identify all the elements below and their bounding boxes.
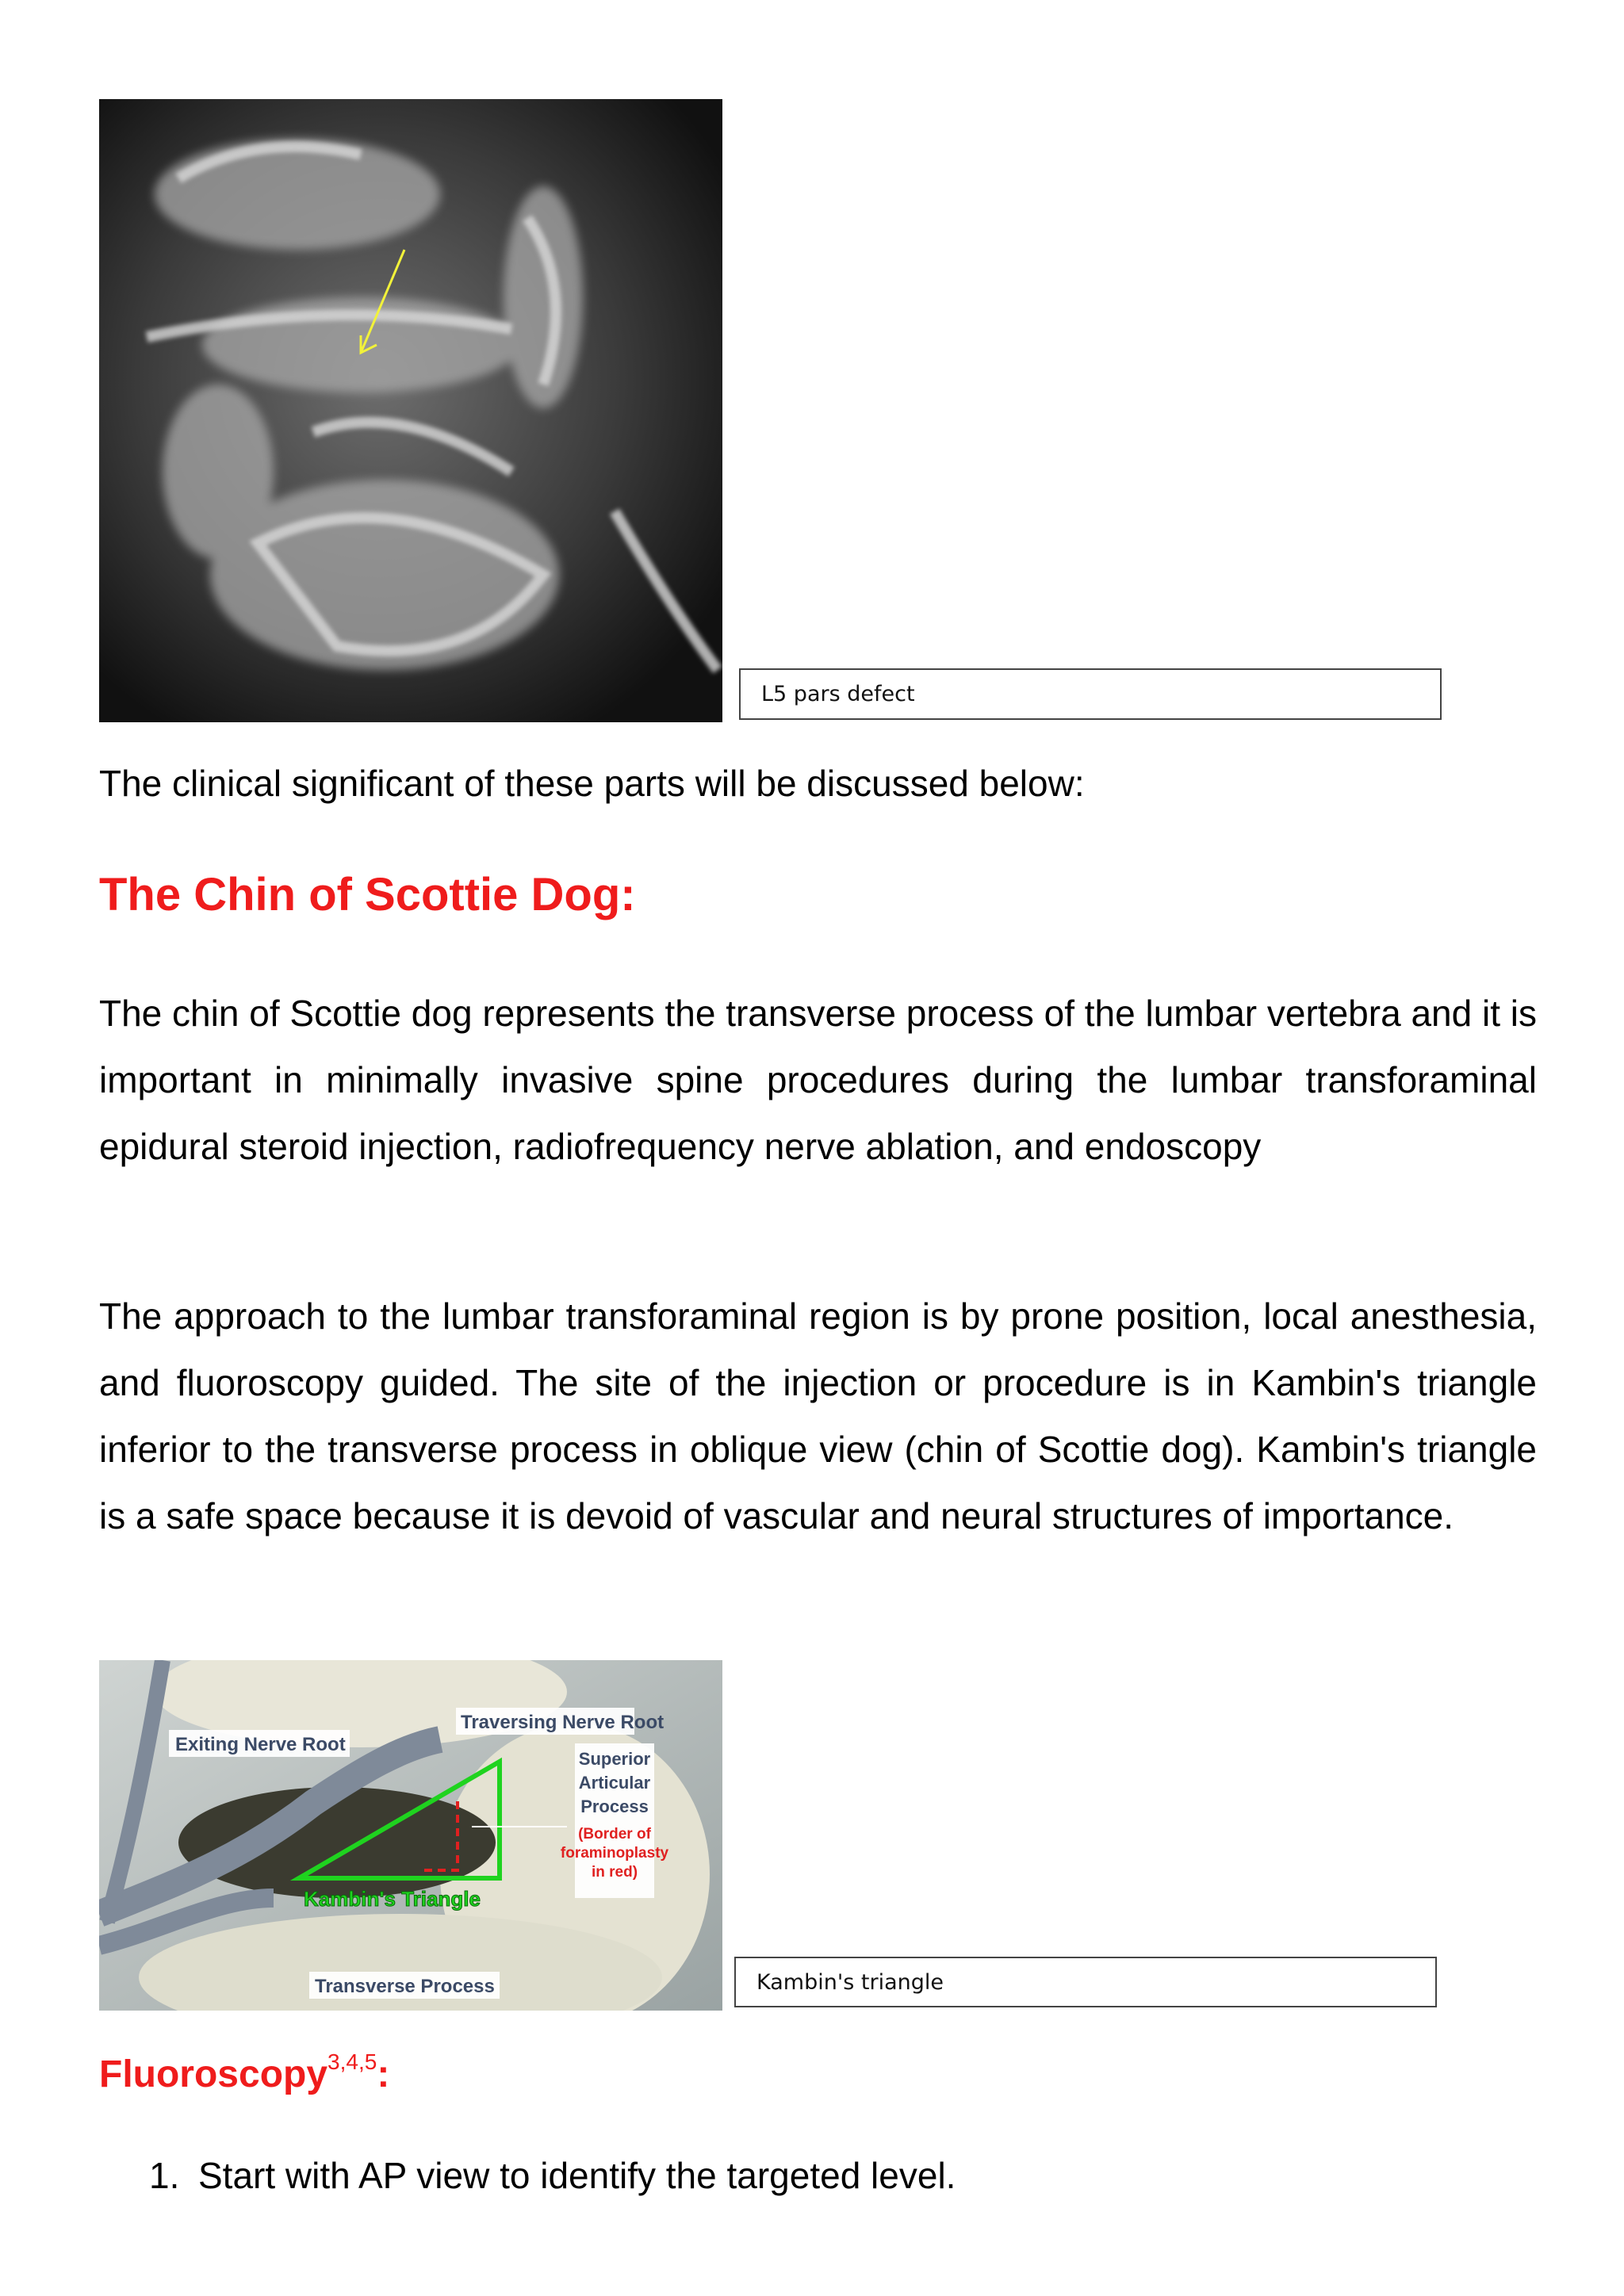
traversing-nerve-root-label: Traversing Nerve Root (461, 1712, 665, 1733)
kambins-triangle-label: Kambin's Triangle (304, 1887, 481, 1911)
section-heading-chin: The Chin of Scottie Dog: (99, 869, 636, 920)
paragraph-chin-description: The chin of Scottie dog represents the transverse process of the lumbar vertebra and it is important in minimally invasive spine procedures during the lumbar transforaminal epidural steroid injection, radiofrequency nerve ablation, and endoscopy (99, 993, 1537, 1167)
list-number: 1. (149, 2155, 180, 2196)
superior-articular-process-label: Superior Articular Process (578, 1749, 651, 1816)
citation-superscript: 3,4,5 (327, 2049, 377, 2074)
caption-text: Kambin's triangle (756, 1969, 944, 1995)
transverse-process-label: Transverse Process (315, 1976, 495, 1997)
list-item (149, 2152, 956, 2199)
list-text: Start with AP view to identify the targeted level. (198, 2155, 956, 2196)
paragraph-approach: The approach to the lumbar transforaminal region is by prone position, local anesthesia, and fluoroscopy guided. The site of the injection or procedure is in Kambin's triangle inferior to the transverse process in oblique view (chin of Scottie dog). Kambin's triangle is a safe space because it is devoid of vascular and neural structures of importance. (99, 1295, 1537, 1536)
figure-caption-l5 (739, 668, 1442, 720)
heading-suffix: : (377, 2053, 390, 2095)
foraminoplasty-border-label: (Border of foraminoplasty in red) (560, 1826, 669, 1881)
kambin-illustration (99, 1660, 722, 2011)
heading-text: Fluoroscopy (99, 2053, 328, 2095)
figure-caption-kambin (734, 1957, 1437, 2007)
xray-illustration (99, 99, 722, 722)
intro-text: The clinical significant of these parts will be discussed below: (99, 763, 1085, 804)
exiting-nerve-root-label: Exiting Nerve Root (175, 1734, 346, 1755)
caption-text: L5 pars defect (761, 682, 915, 706)
kambin-triangle-image (99, 1660, 722, 2011)
section-heading-fluoroscopy (99, 2047, 389, 2103)
xray-image (99, 99, 722, 722)
